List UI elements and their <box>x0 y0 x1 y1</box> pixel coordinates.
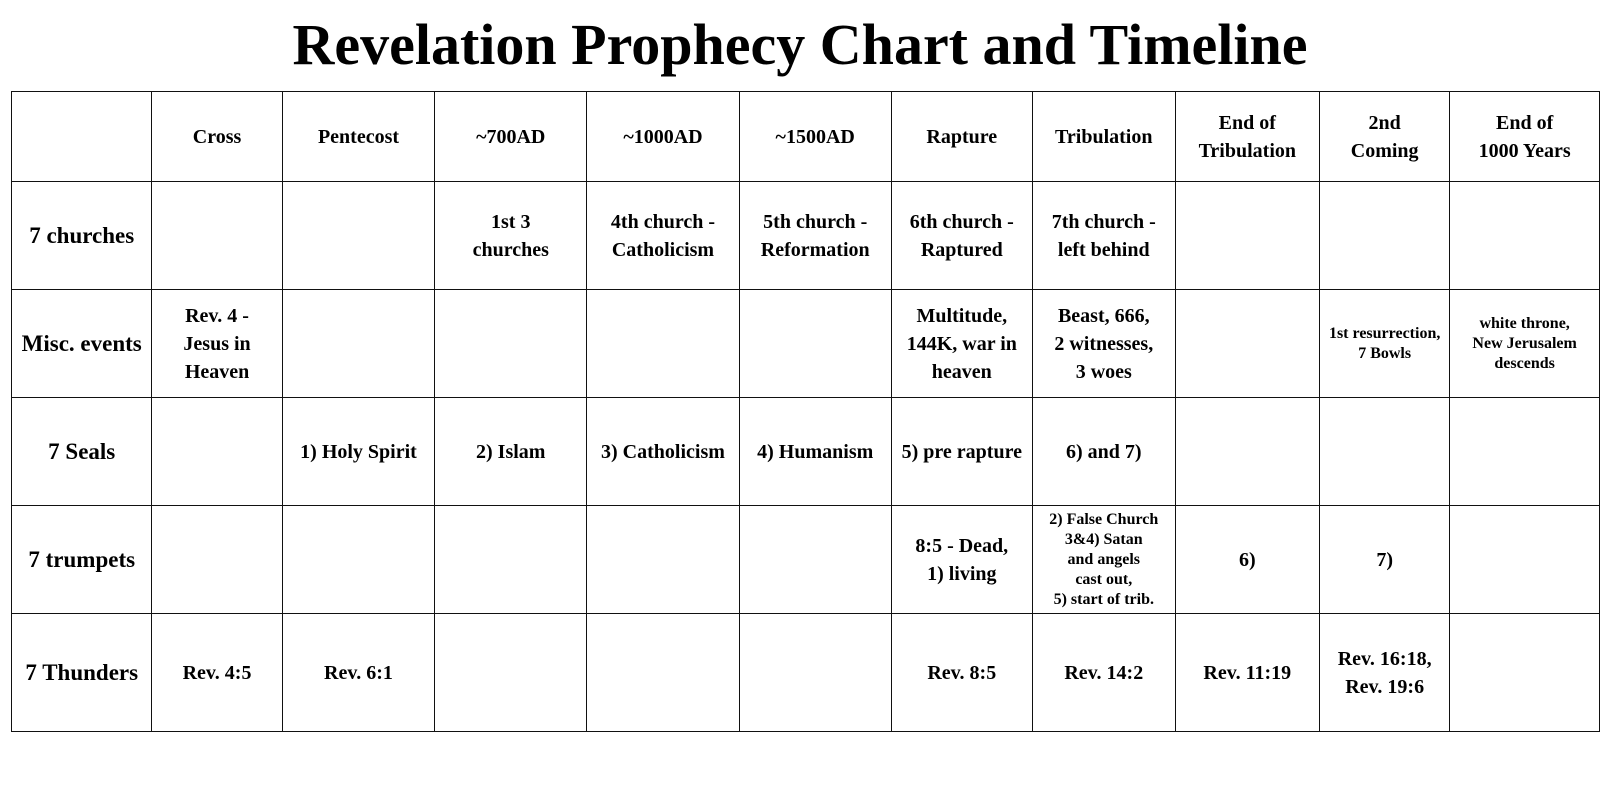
table-cell <box>152 398 282 506</box>
table-cell <box>587 614 740 732</box>
column-header-700ad: ~700AD <box>435 92 587 182</box>
table-cell <box>587 290 740 398</box>
table-cell: Rev. 16:18, Rev. 19:6 <box>1320 614 1450 732</box>
column-header-1000ad: ~1000AD <box>587 92 740 182</box>
table-cell <box>152 182 282 290</box>
table-cell <box>152 506 282 614</box>
row-header: 7 churches <box>12 182 152 290</box>
table-cell: 5th church - Reformation <box>739 182 891 290</box>
table-cell: Rev. 6:1 <box>282 614 435 732</box>
table-row <box>12 506 1600 614</box>
table-cell: Rev. 4 - Jesus in Heaven <box>152 290 282 398</box>
row-header: Misc. events <box>12 290 152 398</box>
table-row <box>12 182 1600 290</box>
table-cell <box>435 506 587 614</box>
column-header-end-of-tribulation: End of Tribulation <box>1175 92 1320 182</box>
table-cell <box>1175 290 1320 398</box>
table-cell: Rev. 8:5 <box>891 614 1032 732</box>
table-cell <box>282 506 435 614</box>
column-header-end-of-1000-years: End of 1000 Years <box>1450 92 1600 182</box>
table-cell <box>282 290 435 398</box>
table-cell: 5) pre rapture <box>891 398 1032 506</box>
row-header: 7 trumpets <box>12 506 152 614</box>
table-cell: Multitude, 144K, war in heaven <box>891 290 1032 398</box>
page-title: Revelation Prophecy Chart and Timeline <box>292 12 1308 77</box>
table-cell <box>1175 182 1320 290</box>
column-header-1500ad: ~1500AD <box>739 92 891 182</box>
table-cell: 1st resurrection, 7 Bowls <box>1320 290 1450 398</box>
table-cell <box>587 506 740 614</box>
table-cell: 6) <box>1175 506 1320 614</box>
column-header-pentecost: Pentecost <box>282 92 435 182</box>
table-cell <box>435 614 587 732</box>
table-cell: Rev. 11:19 <box>1175 614 1320 732</box>
table-cell: 2) False Church 3&4) Satan and angels cast out, 5) start of trib. <box>1033 506 1175 614</box>
table-cell: Beast, 666, 2 witnesses, 3 woes <box>1033 290 1175 398</box>
table-cell <box>1450 398 1600 506</box>
table-cell: 7) <box>1320 506 1450 614</box>
prophecy-table <box>11 91 1600 732</box>
table-row <box>12 614 1600 732</box>
table-row <box>12 398 1600 506</box>
table-cell <box>739 290 891 398</box>
column-header-tribulation: Tribulation <box>1033 92 1175 182</box>
table-cell <box>1320 398 1450 506</box>
table-cell: 4th church - Catholicism <box>587 182 740 290</box>
table-cell <box>1450 614 1600 732</box>
row-header: 7 Thunders <box>12 614 152 732</box>
table-cell <box>282 182 435 290</box>
table-cell: white throne, New Jerusalem descends <box>1450 290 1600 398</box>
table-cell: 4) Humanism <box>739 398 891 506</box>
table-cell: 6th church - Raptured <box>891 182 1032 290</box>
table-row <box>12 290 1600 398</box>
table-cell: 6) and 7) <box>1033 398 1175 506</box>
table-cell: 3) Catholicism <box>587 398 740 506</box>
table-cell: Rev. 14:2 <box>1033 614 1175 732</box>
row-header: 7 Seals <box>12 398 152 506</box>
table-cell: 1st 3 churches <box>435 182 587 290</box>
column-header-rapture: Rapture <box>891 92 1032 182</box>
column-header-cross: Cross <box>152 92 282 182</box>
table-cell <box>1175 398 1320 506</box>
table-cell: 8:5 - Dead, 1) living <box>891 506 1032 614</box>
table-cell: 7th church - left behind <box>1033 182 1175 290</box>
table-cell <box>739 614 891 732</box>
table-cell: 2) Islam <box>435 398 587 506</box>
table-cell <box>739 506 891 614</box>
table-cell <box>1450 506 1600 614</box>
table-cell <box>1450 182 1600 290</box>
column-header-2nd-coming: 2nd Coming <box>1320 92 1450 182</box>
column-header-corner <box>12 92 152 182</box>
table-cell <box>435 290 587 398</box>
table-header-row <box>12 92 1600 182</box>
table-cell: Rev. 4:5 <box>152 614 282 732</box>
table-cell <box>1320 182 1450 290</box>
table-cell: 1) Holy Spirit <box>282 398 435 506</box>
